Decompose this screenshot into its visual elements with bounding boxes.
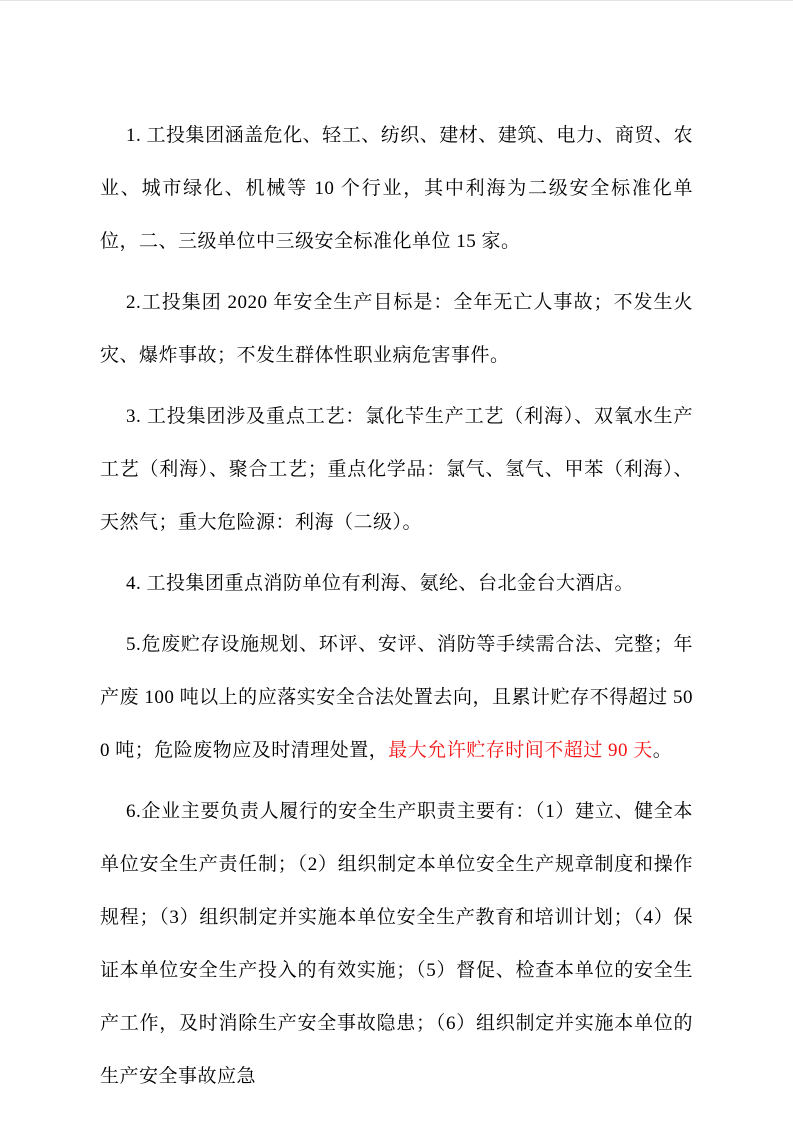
paragraph-5-red-emphasis-text: 最大允许贮存时间不超过 90 天 [388, 740, 653, 761]
paragraph-5 [100, 618, 693, 777]
paragraph-4-text: 4. 工投集团重点消防单位有利海、氨纶、台北金台大酒店。 [126, 573, 635, 594]
paragraph-1 [100, 109, 693, 268]
paragraph-2 [100, 276, 693, 382]
document-body [100, 109, 693, 1103]
paragraph-5-text-lead: 5.危废贮存设施规划、环评、安评、消防等手续需合法、完整；年产废 100 吨以上的应落实安全合法处置去向，且累计贮存不得超过 500 吨；危险废物应及时清理处置， [100, 634, 693, 761]
paragraph-6-text: 6.企业主要负责人履行的安全生产职责主要有：（1）建立、健全本单位安全生产责任制；（2）组织制定本单位安全生产规章制度和操作规程；（3）组织制定并实施本单位安全生产教育和培训计划；（4）保证本单位安全生产投入的有效实施；（5）督促、检查本单位的安全生产工作，及时消除生产安全事故隐患；（6）组织制定并实施本单位的生产安全事故应急 [100, 801, 693, 1087]
paragraph-5-text-trail: 。 [652, 740, 673, 761]
paragraph-4 [100, 557, 693, 610]
paragraph-3-text: 3. 工投集团涉及重点工艺：氯化苄生产工艺（利海）、双氧水生产工艺（利海）、聚合工艺；重点化学品：氯气、氢气、甲苯（利海）、天然气；重大危险源：利海（二级）。 [100, 406, 693, 533]
paragraph-2-text: 2.工投集团 2020 年安全生产目标是：全年无亡人事故；不发生火灾、爆炸事故；不发生群体性职业病危害事件。 [100, 292, 693, 366]
paragraph-1-text: 1. 工投集团涵盖危化、轻工、纺织、建材、建筑、电力、商贸、农业、城市绿化、机械等 10 个行业，其中利海为二级安全标准化单位，二、三级单位中三级安全标准化单位 15 家。 [100, 125, 693, 252]
paragraph-6 [100, 785, 693, 1103]
paragraph-3 [100, 390, 693, 549]
